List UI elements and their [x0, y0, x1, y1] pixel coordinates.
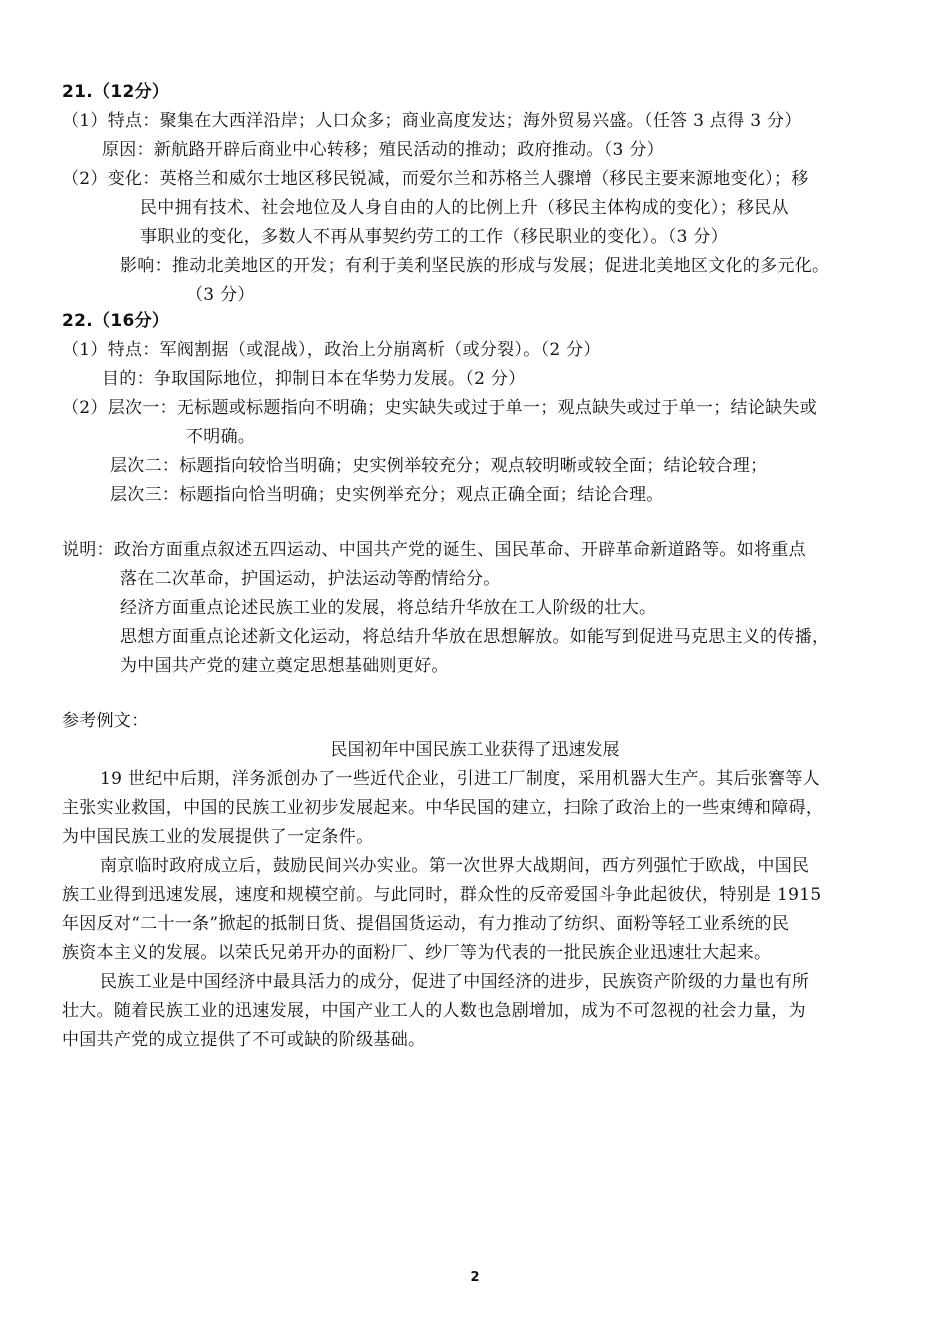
q21-impact-line2: （3 分）: [186, 285, 255, 305]
essay-title: 民国初年中国民族工业获得了迅速发展: [330, 740, 620, 760]
note-line1: 说明：政治方面重点叙述五四运动、中国共产党的诞生、国民革命、开辟革命新道路等。如将重点: [62, 540, 806, 560]
page-number: 2: [470, 1270, 480, 1285]
note-line4: 思想方面重点论述新文化运动，将总结升华放在思想解放。如能写到促进马克思主义的传播，: [120, 627, 830, 647]
q22-level1-line1: （2）层次一：无标题或标题指向不明确；史实缺失或过于单一；观点缺失或过于单一；结论缺失或: [62, 398, 818, 418]
q21-features: （1）特点：聚集在大西洋沿岸；人口众多；商业高度发达；海外贸易兴盛。（任答 3 点得 3 分）: [62, 111, 802, 131]
q21-change-line2: 民中拥有技术、社会地位及人身自由的人的比例上升（移民主体构成的变化）；移民从: [140, 198, 789, 218]
q21-change-line3: 事职业的变化，多数人不再从事契约劳工的工作（移民职业的变化）。（3 分）: [140, 227, 729, 247]
essay-para1-line2: 主张实业救国，中国的民族工业初步发展起来。中华民国的建立，扫除了政治上的一些束缚和障碍，: [62, 798, 824, 818]
q21-impact-line1: 影响：推动北美地区的开发；有利于美利坚民族的形成与发展；促进北美地区文化的多元化。: [120, 256, 830, 276]
q22-purpose: 目的：争取国际地位，抑制日本在华势力发展。（2 分）: [102, 369, 526, 389]
essay-para1-line1: 19 世纪中后期，洋务派创办了一些近代企业，引进工厂制度，采用机器大生产。其后张謇等人: [100, 769, 820, 789]
note-line2: 落在二次革命，护国运动，护法运动等酌情给分。: [120, 569, 501, 589]
q21-change-line1: （2）变化：英格兰和威尔士地区移民锐减，而爱尔兰和苏格兰人骤增（移民主要来源地变化）；移: [62, 169, 809, 189]
q22-heading: 22.（16分）: [62, 311, 170, 331]
essay-para2-line3: 年因反对“二十一条”掀起的抵制日货、提倡国货运动，有力推动了纺织、面粉等轻工业系统的民: [62, 914, 790, 934]
q22-features: （1）特点：军阀割据（或混战），政治上分崩离析（或分裂）。（2 分）: [62, 340, 601, 360]
q22-level2: 层次二：标题指向较恰当明确；史实例举较充分；观点较明晰或较全面；结论较合理；: [110, 456, 768, 476]
essay-label: 参考例文：: [62, 711, 149, 731]
essay-para3-line2: 壮大。随着民族工业的迅速发展，中国产业工人的人数也急剧增加，成为不可忽视的社会力量，为: [62, 1001, 806, 1021]
essay-para2-line1: 南京临时政府成立后，鼓励民间兴办实业。第一次世界大战期间，西方列强忙于欧战，中国民: [100, 856, 810, 876]
note-line3: 经济方面重点论述民族工业的发展，将总结升华放在工人阶级的壮大。: [120, 598, 657, 618]
essay-para2-line2: 族工业得到迅速发展，速度和规模空前。与此同时，群众性的反帝爱国斗争此起彼伏，特别是 1915: [62, 885, 822, 905]
q21-heading: 21.（12分）: [62, 82, 170, 102]
essay-para3-line1: 民族工业是中国经济中最具活力的成分，促进了中国经济的进步，民族资产阶级的力量也有所: [100, 972, 810, 992]
essay-para3-line3: 中国共产党的成立提供了不可或缺的阶级基础。: [62, 1030, 426, 1050]
q22-level1-line2: 不明确。: [186, 427, 256, 447]
note-line5: 为中国共产党的建立奠定思想基础则更好。: [120, 656, 449, 676]
q22-level3: 层次三：标题指向恰当明确；史实例举充分；观点正确全面；结论合理。: [110, 485, 664, 505]
essay-para1-line3: 为中国民族工业的发展提供了一定条件。: [62, 827, 374, 847]
essay-para2-line4: 族资本主义的发展。以荣氏兄弟开办的面粉厂、纱厂等为代表的一批民族企业迅速壮大起来。: [62, 943, 772, 963]
q21-reasons: 原因：新航路开辟后商业中心转移；殖民活动的推动；政府推动。（3 分）: [102, 140, 664, 160]
